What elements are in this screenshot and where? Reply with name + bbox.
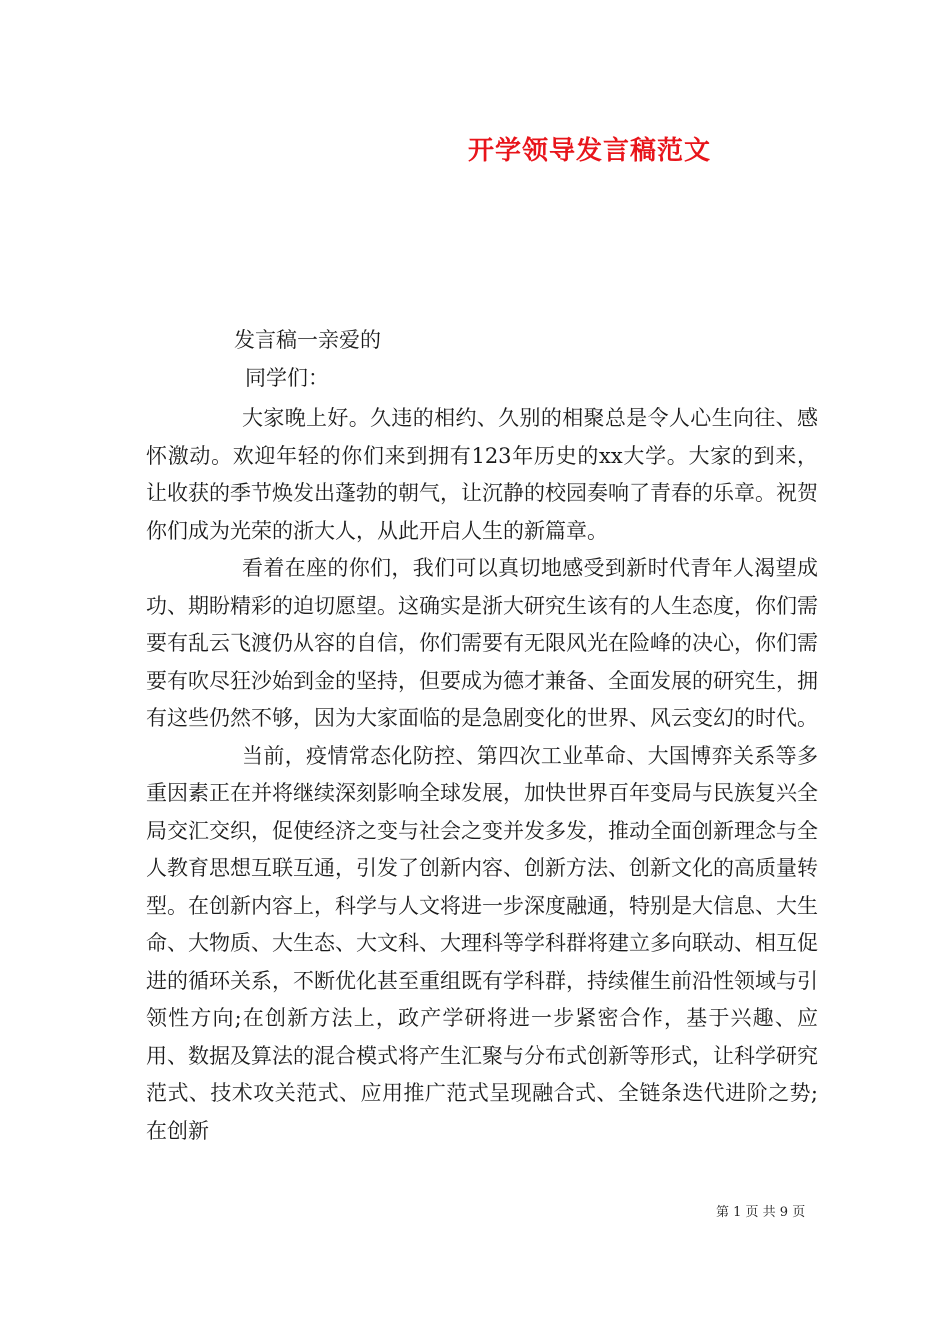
paragraph-1: 大家晚上好。久违的相约、久别的相聚总是令人心生向往、感怀激动。欢迎年轻的你们来到拥有123年历史的xx大学。大家的到来，让收获的季节焕发出蓬勃的朝气，让沉静的校园奏响了青春的乐章。祝贺你们成为光荣的浙大人，从此开启人生的新篇章。 <box>146 406 818 543</box>
salutation-line-1: 发言稿一亲爱的 <box>234 328 381 352</box>
page-number-footer: 第 1 页 共 9 页 <box>716 1205 806 1220</box>
document-title: 开学领导发言稿范文 <box>468 136 712 166</box>
document-body <box>146 400 818 1150</box>
paragraph-2: 看着在座的你们，我们可以真切地感受到新时代青年人渴望成功、期盼精彩的迫切愿望。这确实是浙大研究生该有的人生态度，你们需要有乱云飞渡仍从容的自信，你们需要有无限风光在险峰的决心，你们需要有吹尽狂沙始到金的坚持，但要成为德才兼备、全面发展的研究生，拥有这些仍然不够，因为大家面临的是急剧变化的世界、风云变幻的时代。 <box>146 556 818 730</box>
paragraph-3: 当前，疫情常态化防控、第四次工业革命、大国博弈关系等多重因素正在并将继续深刻影响全球发展，加快世界百年变局与民族复兴全局交汇交织，促使经济之变与社会之变并发多发，推动全面创新理念与全人教育思想互联互通，引发了创新内容、创新方法、创新文化的高质量转型。在创新内容上，科学与人文将进一步深度融通，特别是大信息、大生命、大物质、大生态、大文科、大理科等学科群将建立多向联动、相互促进的循环关系，不断优化甚至重组既有学科群，持续催生前沿性领域与引领性方向;在创新方法上，政产学研将进一步紧密合作，基于兴趣、应用、数据及算法的混合模式将产生汇聚与分布式创新等形式，让科学研究范式、技术攻关范式、应用推广范式呈现融合式、全链条迭代进阶之势;在创新 <box>146 743 818 1143</box>
salutation-line-2: 同学们： <box>245 366 329 390</box>
